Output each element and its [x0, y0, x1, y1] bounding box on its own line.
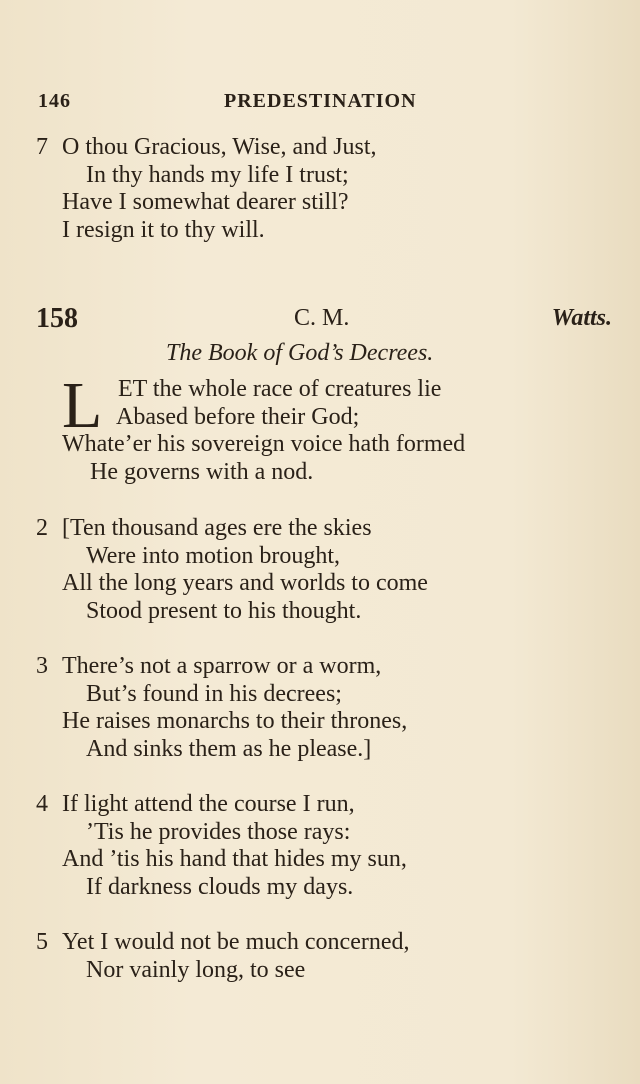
stanza-7: [36, 134, 377, 244]
verse-line: 3 There’s not a sparrow or a worm,: [36, 653, 382, 679]
verse-line: Have I somewhat dearer still?: [62, 189, 349, 215]
stanza-number: 4: [36, 791, 48, 817]
verse-line: 2 [Ten thousand ages ere the skies: [36, 515, 372, 541]
hymn-number: 158: [36, 303, 78, 334]
stanza-5: [36, 929, 409, 984]
hymn-subtitle: The Book of God’s Decrees.: [166, 340, 434, 366]
verse-line: 5 Yet I would not be much concerned,: [36, 929, 410, 955]
verse-line: Abased before their God;: [116, 403, 360, 430]
verse-line: Stood present to his thought.: [86, 597, 362, 624]
stanza-number: 5: [36, 929, 48, 955]
hymn-author: Watts.: [551, 305, 612, 331]
verse-line: ’Tis he provides those rays:: [86, 818, 351, 845]
verse-line: He governs with a nod.: [90, 458, 314, 485]
verse-line: In thy hands my life I trust;: [86, 161, 349, 188]
page-number: 146: [38, 90, 71, 112]
hymn-heading: [36, 303, 616, 337]
verse-line: All the long years and worlds to come: [62, 570, 428, 596]
stanza-1: [36, 369, 466, 486]
verse-line: 7 O thou Gracious, Wise, and Just,: [36, 134, 377, 160]
stanza-2: [36, 515, 428, 625]
verse-line: He raises monarchs to their thrones,: [62, 708, 408, 734]
verse-line: 4 If light attend the course I run,: [36, 791, 355, 817]
stanza-4: [36, 791, 407, 901]
hymn-meter: C. M.: [294, 305, 350, 331]
verse-line: And sinks them as he please.]: [86, 735, 372, 762]
drop-cap: L: [62, 369, 103, 442]
verse-line: If darkness clouds my days.: [86, 873, 354, 900]
stanza-number: 2: [36, 515, 48, 541]
verse-line: I resign it to thy will.: [62, 216, 265, 243]
verse-line: But’s found in his decrees;: [86, 680, 342, 707]
verse-line: Whate’er his sovereign voice hath formed: [62, 431, 466, 457]
stanza-3: [36, 653, 407, 763]
verse-line: Were into motion brought,: [86, 542, 341, 569]
stanza-number: 7: [36, 134, 48, 160]
verse-line: ET the whole race of creatures lie: [118, 376, 442, 402]
verse-line: And ’tis his hand that hides my sun,: [62, 846, 407, 872]
stanza-number: 3: [36, 653, 48, 679]
verse-line: Nor vainly long, to see: [86, 956, 306, 983]
page-title: PREDESTINATION: [224, 90, 417, 112]
